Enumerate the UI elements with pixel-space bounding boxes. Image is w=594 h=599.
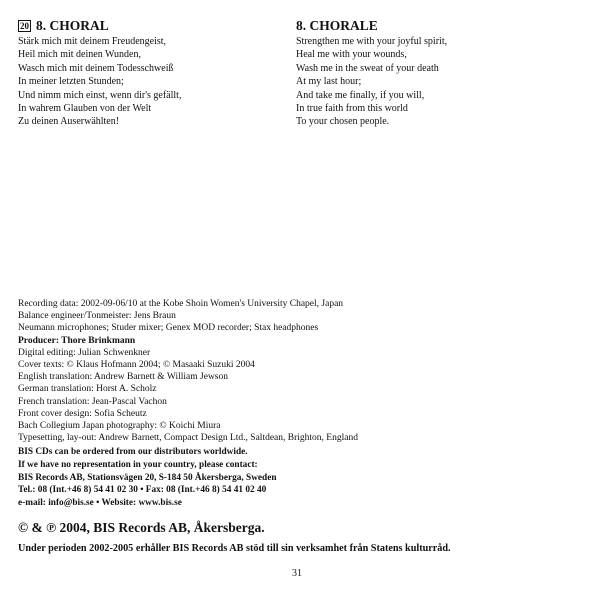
credit-line: Front cover design: Sofia Scheutz — [18, 408, 147, 419]
german-verse-line: Heil mich mit deinen Wunden, — [18, 49, 141, 61]
credit-line: Neumann microphones; Studer mixer; Genex MOD recorder; Stax headphones — [18, 323, 319, 334]
credit-line: English translation: Andrew Barnett & William Jewson — [18, 372, 228, 383]
german-verse-line: Und nimm mich einst, wenn dir's gefällt, — [18, 89, 182, 101]
english-verse-line: And take me finally, if you will, — [296, 89, 425, 101]
distribution-line: If we have no representation in your country, please contact: — [18, 460, 258, 471]
credit-line: Digital editing: Julian Schwenkner — [18, 347, 151, 358]
distribution-line: Tel.: 08 (Int.+46 8) 54 41 02 30 • Fax: 08 (Int.+46 8) 54 41 02 40 — [18, 485, 267, 496]
german-verse-line: Wasch mich mit deinem Todesschweiß — [18, 62, 174, 74]
credit-line: German translation: Horst A. Scholz — [18, 384, 157, 395]
english-verse-line: Strengthen me with your joyful spirit, — [296, 36, 448, 47]
credit-line: French translation: Jean-Pascal Vachon — [18, 396, 167, 407]
german-verse-line: Zu deinen Auserwählten! — [18, 116, 120, 128]
credit-line: Balance engineer/Tonmeister: Jens Braun — [18, 311, 176, 322]
english-heading: 8. CHORALE — [296, 18, 378, 33]
distribution-line: BIS CDs can be ordered from our distributors worldwide. — [18, 447, 248, 458]
german-verse-line: In wahrem Glauben von der Welt — [18, 103, 152, 115]
english-verse-line: Heal me with your wounds, — [296, 49, 407, 61]
german-verse-line: In meiner letzten Stunden; — [18, 76, 124, 88]
funding-notice: Under perioden 2002-2005 erhåller BIS Records AB stöd till sin verksamhet från Statens kulturråd. — [18, 543, 451, 554]
german-verse-line: Stärk mich mit deinem Freudengeist, — [18, 36, 167, 47]
english-verse-line: To your chosen people. — [296, 116, 390, 128]
distribution-contact — [18, 446, 578, 509]
credit-line: Typesetting, lay-out: Andrew Barnett, Compact Design Ltd., Saltdean, Brighton, England — [18, 433, 358, 444]
german-heading-label: 8. CHORAL — [36, 18, 109, 33]
credit-line: Cover texts: © Klaus Hofmann 2004; © Masaaki Suzuki 2004 — [18, 360, 255, 371]
credit-line: Bach Collegium Japan photography: © Koichi Miura — [18, 421, 221, 432]
producer-credit: Producer: Thore Brinkmann — [18, 335, 136, 346]
recording-credits — [18, 298, 578, 509]
english-verse-line: At my last hour; — [296, 76, 362, 88]
distribution-line: e-mail: info@bis.se • Website: www.bis.se — [18, 497, 182, 508]
credit-line: Recording data: 2002-09-06/10 at the Kobe Shoin Women's University Chapel, Japan — [18, 299, 344, 309]
track-number-badge: 20 — [20, 21, 29, 31]
english-verse-line: Wash me in the sweat of your death — [296, 62, 439, 74]
distribution-line: BIS Records AB, Stationsvägen 20, S-184 50 Åkersberga, Sweden — [18, 472, 277, 483]
english-text-column — [296, 18, 576, 129]
english-verse-line: In true faith from this world — [296, 103, 408, 115]
copyright-notice: © & ℗ 2004, BIS Records AB, Åkersberga. — [18, 520, 265, 535]
german-heading — [18, 18, 276, 34]
page-number: 31 — [292, 568, 302, 579]
german-text-column — [18, 18, 276, 129]
